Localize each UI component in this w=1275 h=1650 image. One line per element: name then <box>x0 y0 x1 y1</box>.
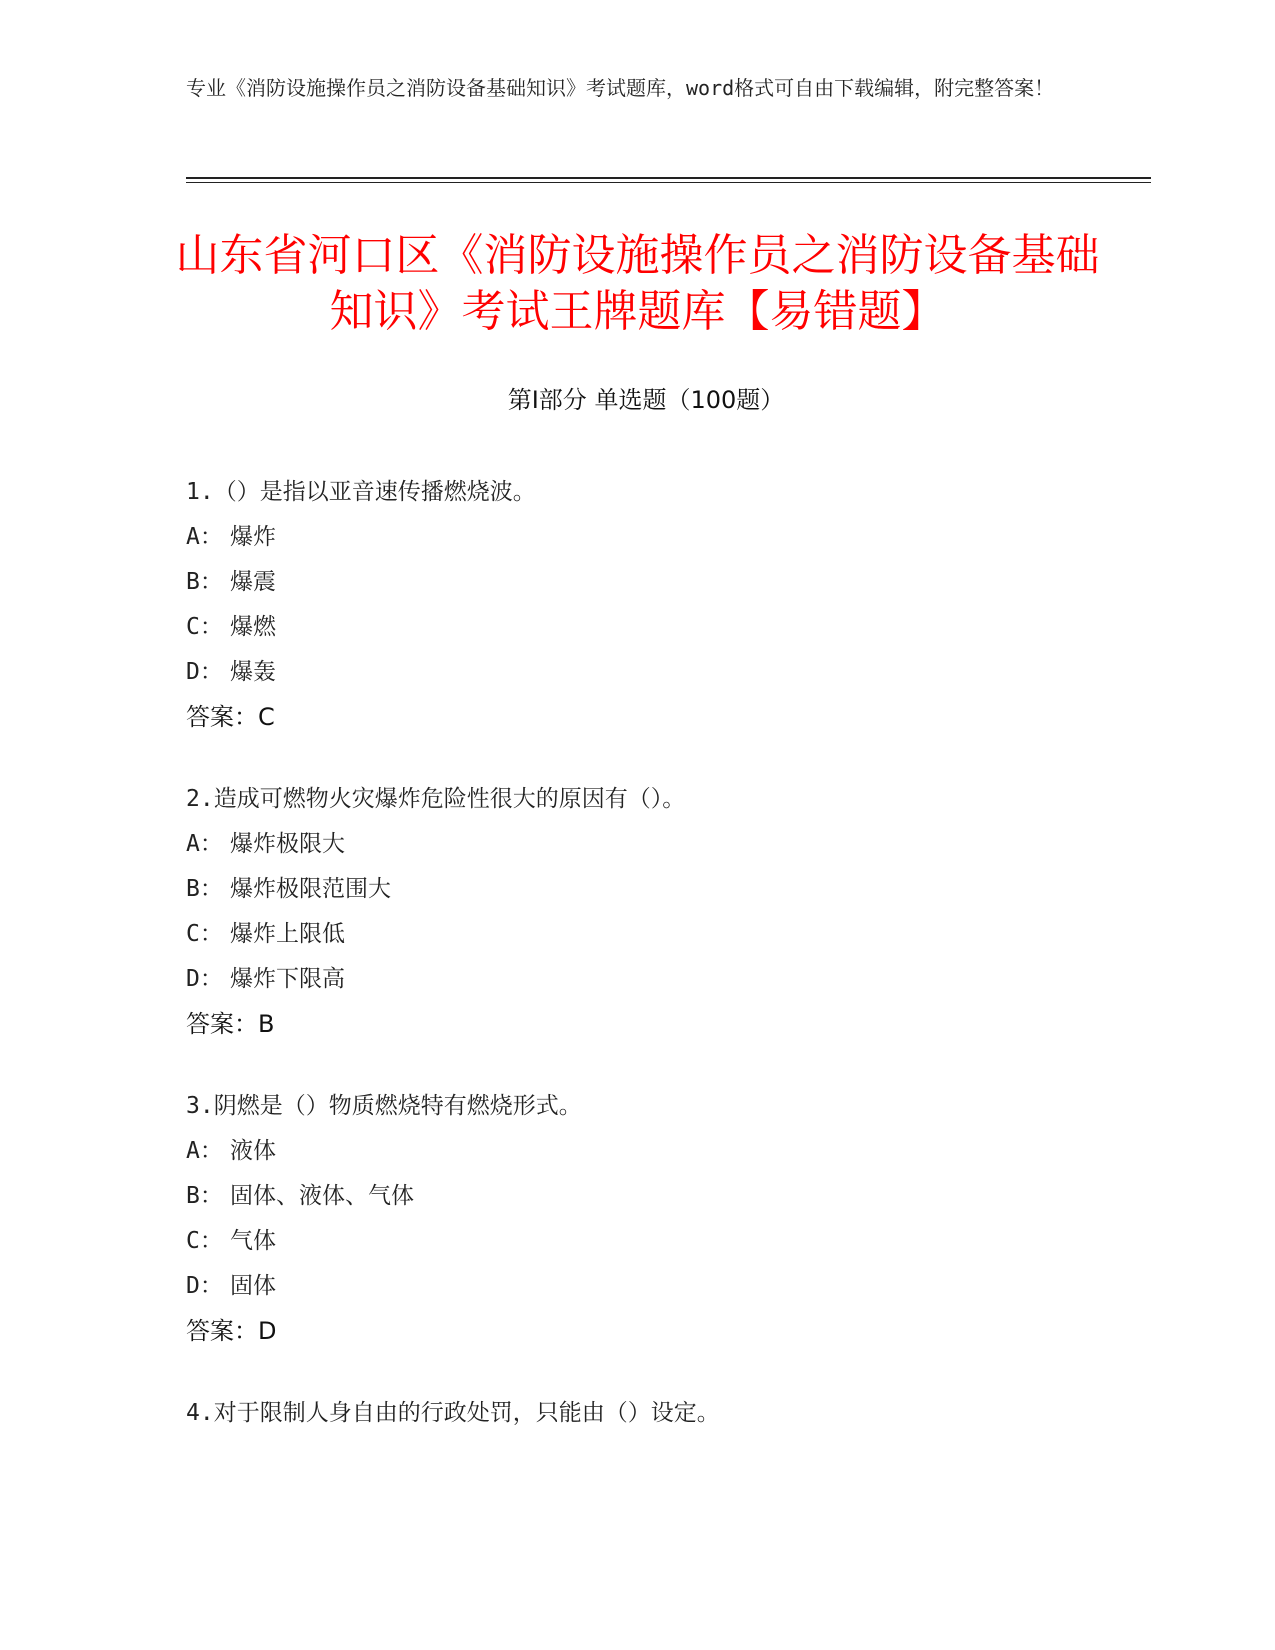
option-key: D： <box>186 966 223 992</box>
answer-line: 答案：B <box>186 1010 275 1038</box>
question-stem: 2.造成可燃物火灾爆炸危险性很大的原因有（）。 <box>186 786 686 812</box>
option-b <box>186 560 1106 605</box>
question-1 <box>186 470 1106 740</box>
option-key: B： <box>186 876 223 902</box>
answer-line: 答案：D <box>186 1317 277 1345</box>
option-text: 爆炸极限大 <box>230 831 345 857</box>
question-stem: 4.对于限制人身自由的行政处罚，只能由（）设定。 <box>186 1400 720 1426</box>
option-d <box>186 957 1106 1002</box>
question-2 <box>186 777 1106 1047</box>
option-b <box>186 867 1106 912</box>
option-a <box>186 822 1106 867</box>
option-key: C： <box>186 921 223 947</box>
option-d <box>186 650 1106 695</box>
option-c <box>186 912 1106 957</box>
option-key: C： <box>186 1228 223 1254</box>
header-divider-thick <box>186 177 1151 179</box>
option-text: 爆轰 <box>230 659 276 685</box>
option-text: 爆燃 <box>230 614 276 640</box>
option-text: 爆炸 <box>230 524 276 550</box>
option-key: B： <box>186 1183 223 1209</box>
header-divider-thin <box>186 182 1151 183</box>
option-text: 液体 <box>230 1138 276 1164</box>
question-stem: 1.（）是指以亚音速传播燃烧波。 <box>186 479 536 505</box>
option-text: 爆炸极限范围大 <box>230 876 391 902</box>
option-b <box>186 1174 1106 1219</box>
option-key: A： <box>186 831 223 857</box>
option-c <box>186 1219 1106 1264</box>
option-key: A： <box>186 1138 223 1164</box>
option-key: C： <box>186 614 223 640</box>
question-3 <box>186 1084 1106 1354</box>
option-key: D： <box>186 1273 223 1299</box>
option-text: 气体 <box>230 1228 276 1254</box>
option-text: 爆震 <box>230 569 276 595</box>
option-a <box>186 1129 1106 1174</box>
question-list <box>186 478 1106 1481</box>
option-text: 爆炸下限高 <box>230 966 345 992</box>
option-a <box>186 515 1106 560</box>
document-title: 山东省河口区《消防设施操作员之消防设备基础知识》考试王牌题库【易错题】 <box>175 230 1100 337</box>
option-text: 固体 <box>230 1273 276 1299</box>
question-4 <box>186 1391 1106 1436</box>
option-key: D： <box>186 659 223 685</box>
answer-line: 答案：C <box>186 703 275 731</box>
option-d <box>186 1264 1106 1309</box>
option-text: 固体、液体、气体 <box>230 1183 414 1209</box>
section-title: 第I部分 单选题（100题） <box>507 386 785 414</box>
header-note: 专业《消防设施操作员之消防设备基础知识》考试题库，word格式可自由下载编辑，附完整答案！ <box>186 76 1055 100</box>
option-text: 爆炸上限低 <box>230 921 345 947</box>
option-c <box>186 605 1106 650</box>
option-key: A： <box>186 524 223 550</box>
question-stem: 3.阴燃是（）物质燃烧特有燃烧形式。 <box>186 1093 582 1119</box>
option-key: B： <box>186 569 223 595</box>
